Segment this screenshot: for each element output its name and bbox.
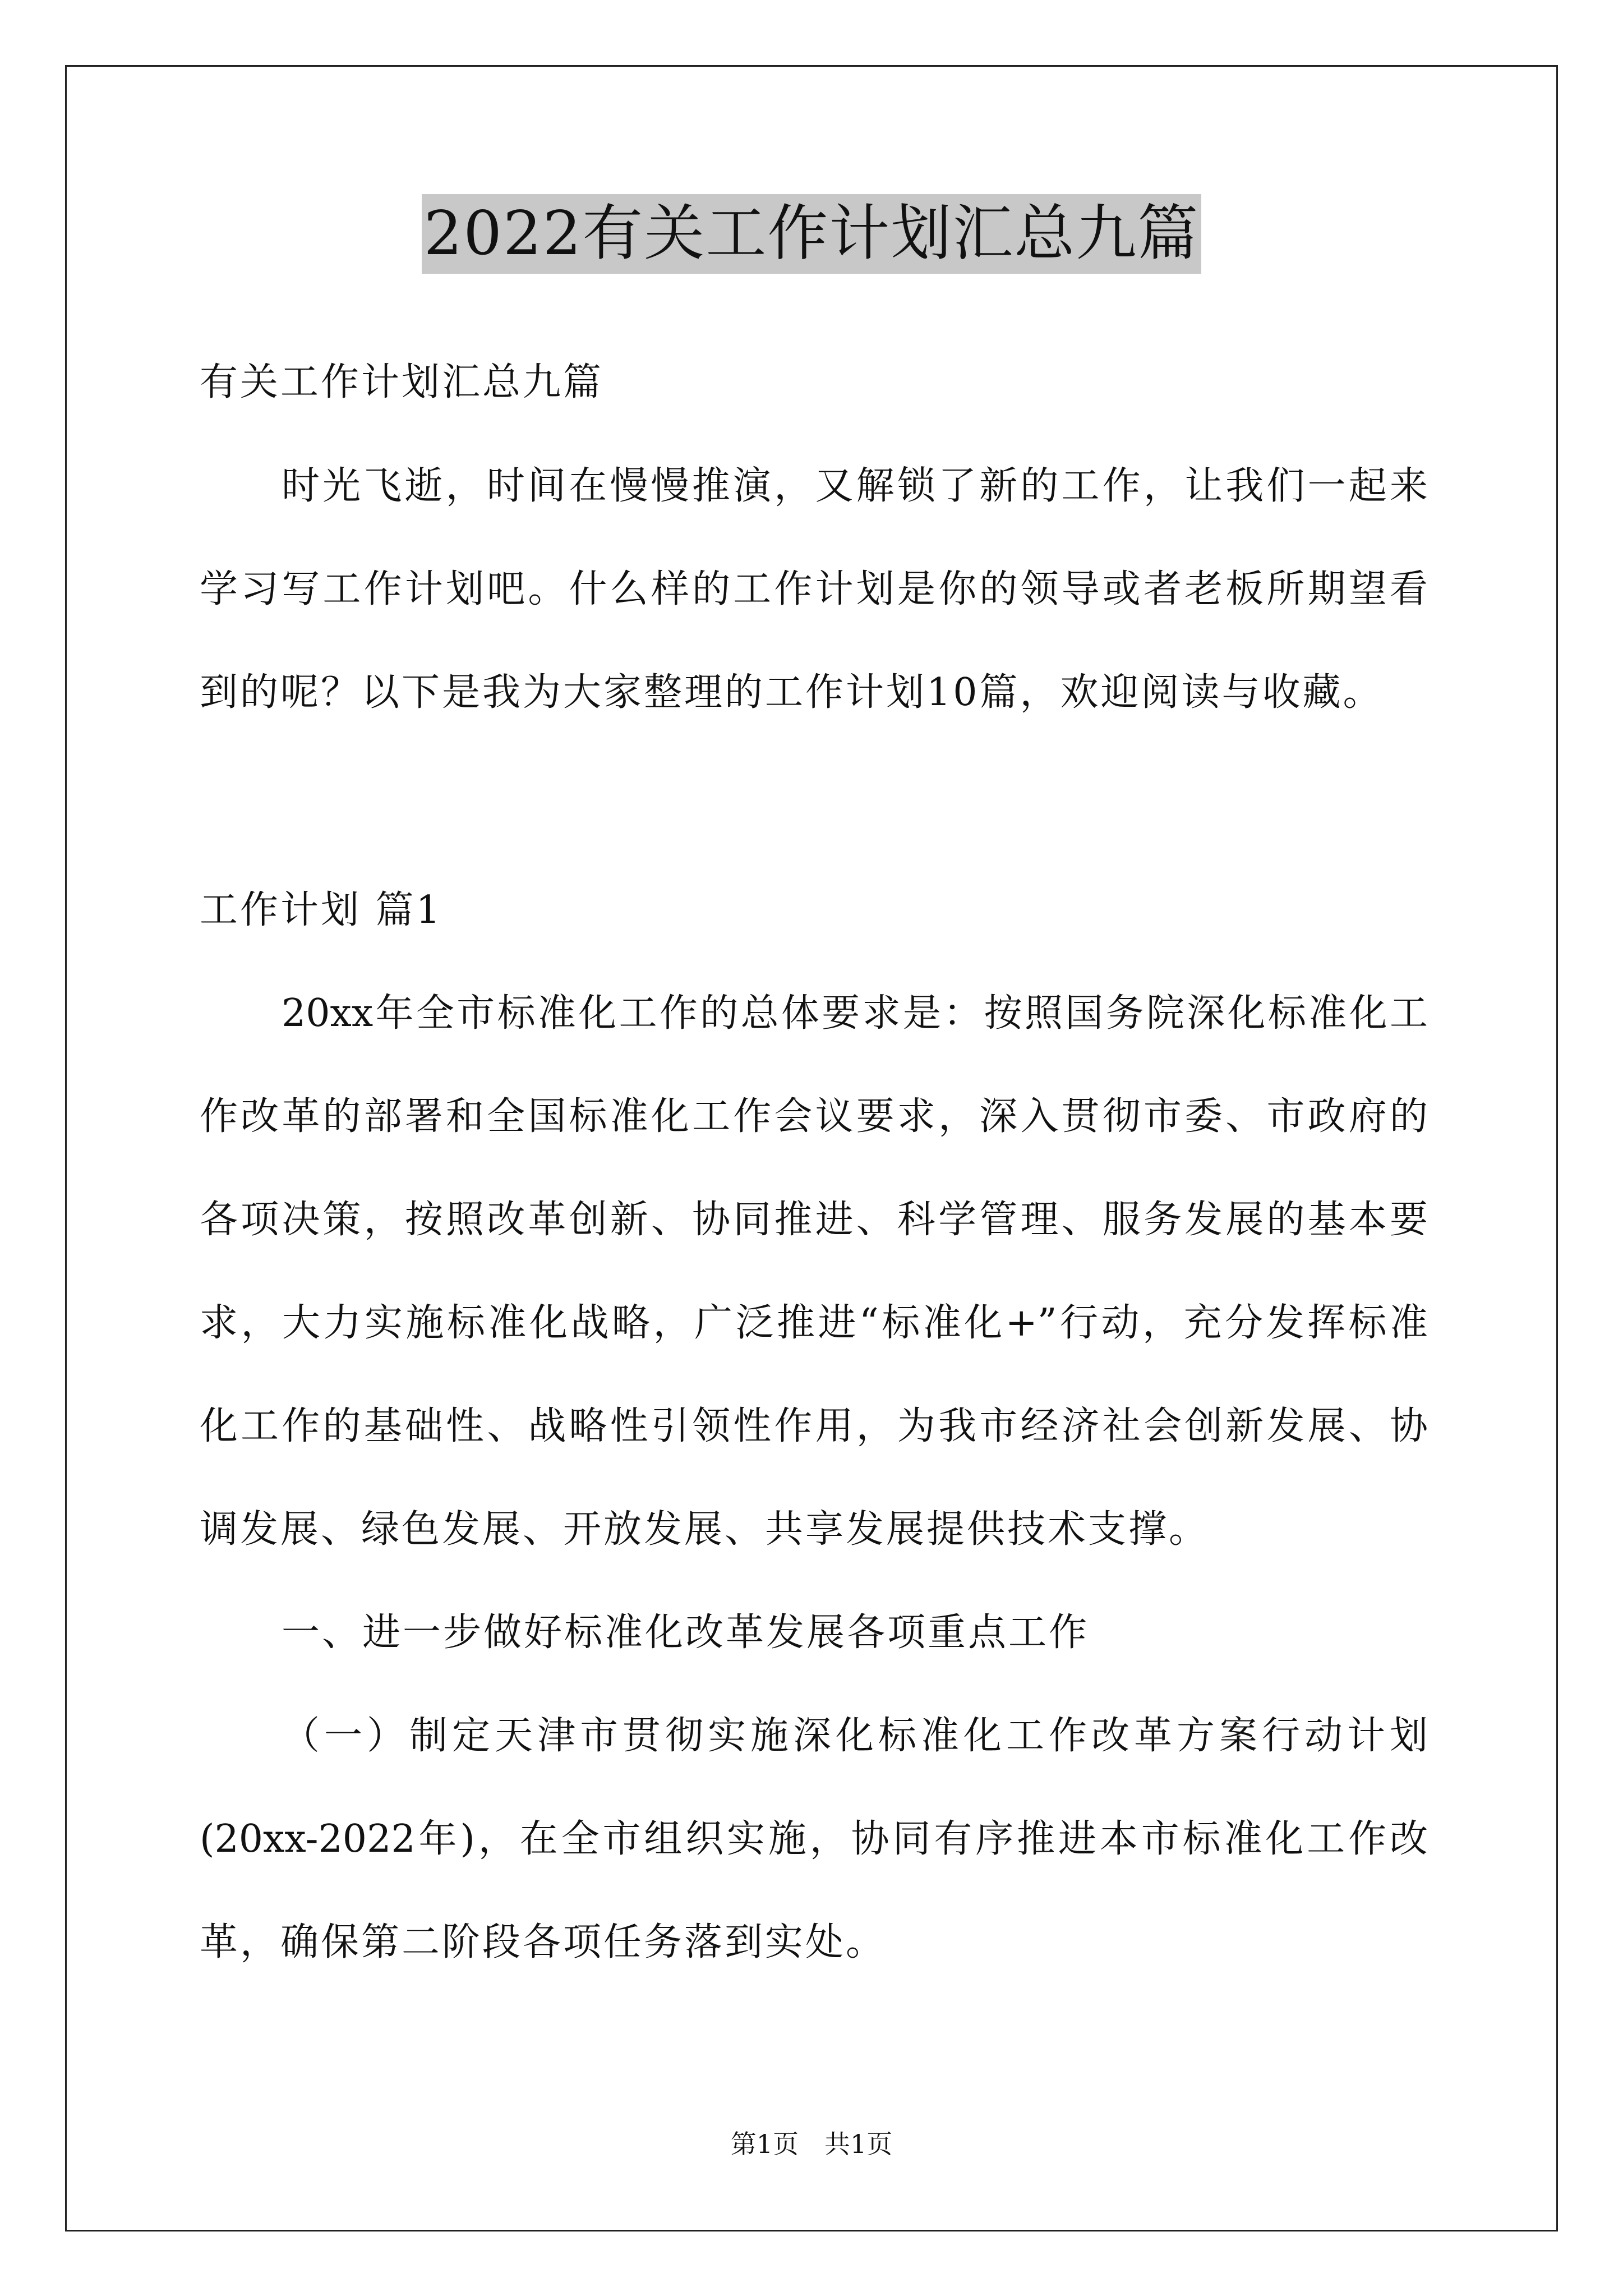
page-number-footer: 第1页 共1页	[730, 2129, 893, 2159]
item-line-1: （一）制定天津市贯彻实施深化标准化工作改革方案行动计划	[282, 1714, 1428, 1758]
body-line-4: 求，大力实施标准化战略，广泛推进“标准化+”行动，充分发挥标准	[200, 1301, 1428, 1345]
body-line-6: 调发展、绿色发展、开放发展、共享发展提供技术支撑。	[200, 1507, 1210, 1552]
item-line-3: 革，确保第二阶段各项任务落到实处。	[200, 1920, 887, 1964]
subtitle-line: 有关工作计划汇总九篇	[200, 360, 604, 404]
body-line-2: 作改革的部署和全国标准化工作会议要求，深入贯彻市委、市政府的	[200, 1094, 1428, 1139]
body-line-3: 各项决策，按照改革创新、协同推进、科学管理、服务发展的基本要	[200, 1198, 1428, 1242]
item-line-2: (20xx-2022年)，在全市组织实施，协同有序推进本市标准化工作改	[200, 1817, 1428, 1861]
body-line-1: 20xx年全市标准化工作的总体要求是：按照国务院深化标准化工	[282, 991, 1428, 1036]
title-container	[0, 194, 1623, 274]
document-title: 2022有关工作计划汇总九篇	[422, 194, 1202, 274]
intro-line-1: 时光飞逝，时间在慢慢推演，又解锁了新的工作，让我们一起来	[282, 464, 1428, 508]
intro-line-2: 学习写工作计划吧。什么样的工作计划是你的领导或者老板所期望看	[200, 567, 1428, 611]
intro-line-3: 到的呢？以下是我为大家整理的工作计划10篇，欢迎阅读与收藏。	[200, 670, 1384, 715]
body-line-5: 化工作的基础性、战略性引领性作用，为我市经济社会创新发展、协	[200, 1404, 1428, 1448]
section-heading: 工作计划 篇1	[200, 888, 442, 932]
subheading-1: 一、进一步做好标准化改革发展各项重点工作	[282, 1611, 1090, 1655]
